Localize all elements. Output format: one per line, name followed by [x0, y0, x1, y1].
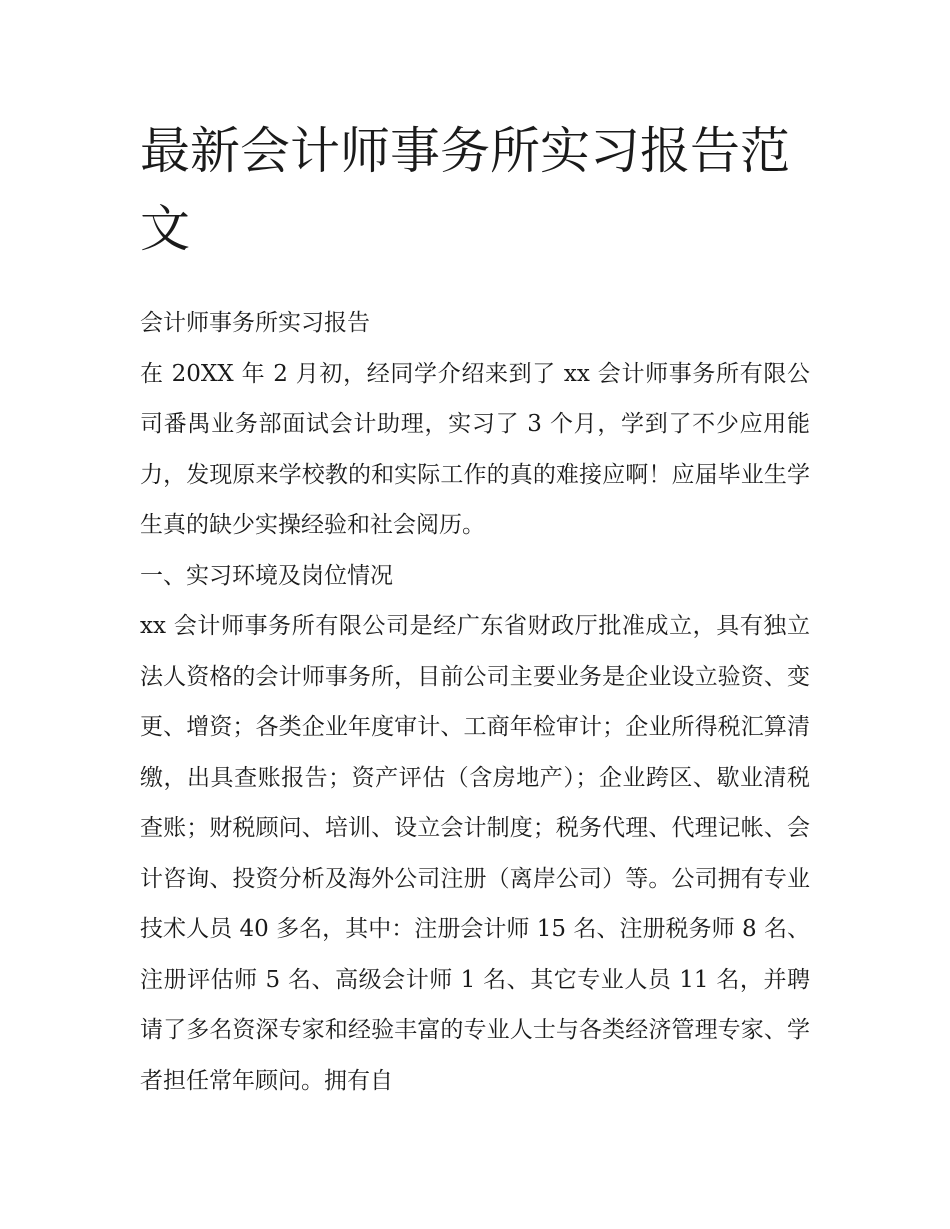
report-subtitle: 会计师事务所实习报告 [140, 310, 370, 336]
document-body [140, 112, 810, 1106]
section-heading: 一、实习环境及岗位情况 [140, 562, 393, 589]
section-paragraph: xx 会计师事务所有限公司是经广东省财政厅批准成立，具有独立法人资格的会计师事务所，目前公司主要业务是企业设立验资、变更、增资；各类企业年度审计、工商年检审计；企业所得税汇算清缴，出具查账报告；资产评估（含房地产）；企业跨区、歇业清税查账；财税顾问、培训、设立会计制度；税务代理、代理记帐、会计咨询、投资分析及海外公司注册（离岸公司）等。公司拥有专业技术人员 40 多名，其中：注册会计师 15 名、注册税务师 8 名、注册评估师 5 名、高级会计师 1 名、其它专业人员 11 名，并聘请了多名资深专家和经验丰富的专业人士与各类经济管理专家、学者担任常年顾问。拥有自 [140, 613, 810, 1094]
document-title: 最新会计师事务所实习报告范文 [140, 122, 790, 258]
intro-paragraph: 在 20XX 年 2 月初，经同学介绍来到了 xx 会计师事务所有限公司番禺业务部面试会计助理，实习了 3 个月，学到了不少应用能力，发现原来学校教的和实际工作的真的难接应啊！应届毕业生学生真的缺少实操经验和社会阅历。 [140, 360, 810, 538]
